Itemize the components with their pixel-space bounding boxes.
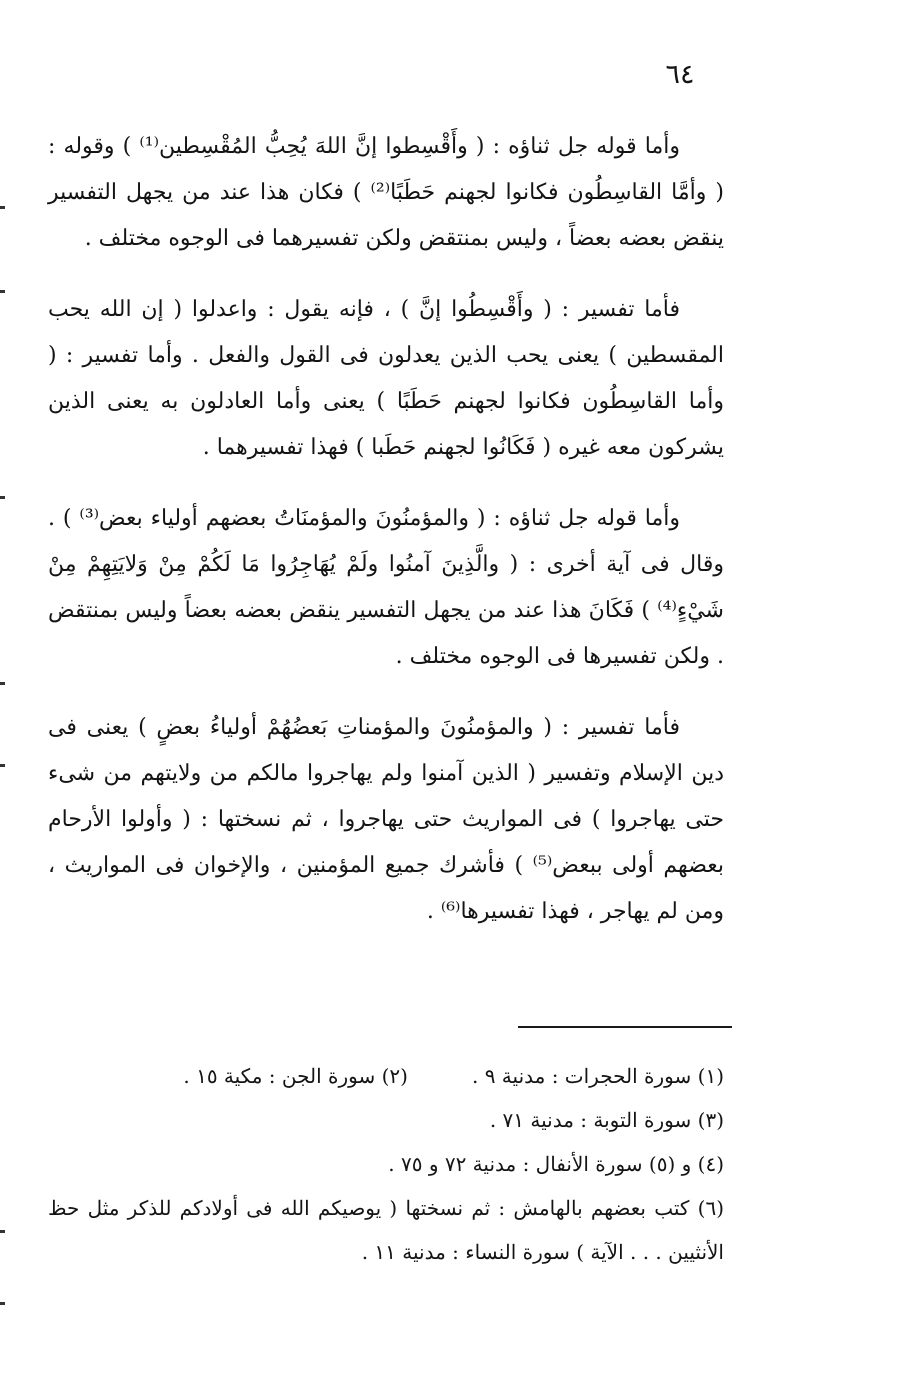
footnote-3: (٣) سورة التوبة : مدنية ٧١ .	[489, 1108, 724, 1132]
margin-mark	[0, 206, 5, 209]
margin-mark	[0, 290, 5, 293]
paragraph-2: فأما تفسير : ( وأَقْسِطُوا إنَّ ) ، فإنه يقول : واعدلوا ( إن الله يحب المقسطين ) يعنى يحب الذين يعدلون فى القول والفعل . وأما تفسير : ( وأما القاسِطُون فكانوا لجهنم حَطَبًا ) يعنى وأما العادلون به يعنى الذين يشركون معه غيره ( فَكَانُوا لجهنم حَطَبا ) فهذا تفسيرهما .	[48, 297, 724, 460]
margin-mark	[0, 682, 5, 685]
footnotes	[48, 1054, 724, 1274]
margin-mark	[0, 764, 5, 767]
margin-mark	[0, 1302, 5, 1305]
page-number: ٦٤	[665, 59, 695, 90]
footnote-separator	[518, 1026, 732, 1028]
footnote-4-5: (٤) و (٥) سورة الأنفال : مدنية ٧٢ و ٧٥ .	[388, 1152, 724, 1176]
footnote-2: (٢) سورة الجن : مكية ١٥ .	[183, 1064, 408, 1088]
main-text	[48, 124, 724, 960]
footnote-line-1	[48, 1054, 724, 1098]
margin-mark	[0, 1230, 5, 1233]
margin-mark	[0, 496, 5, 499]
footnote-1: (١) سورة الحجرات : مدنية ٩ .	[471, 1064, 724, 1088]
footnote-6: (٦) كتب بعضهم بالهامش : ثم نسختها ( يوصيكم الله فى أولادكم للذكر مثل حظ الأنثيين . . . الآية ) سورة النساء : مدنية ١١ .	[48, 1196, 724, 1264]
paragraph-3: وأما قوله جل ثناؤه : ( والمؤمنُونَ والمؤمنَاتُ بعضهم أولياء بعض⁽³⁾ ) . وقال فى آية أخرى : ( والَّذِينَ آمنُوا ولَمْ يُهَاجِرُوا مَا لَكُمْ مِنْ وَلايَتِهِمْ مِنْ شَيْءٍ⁽⁴⁾ ) فَكَانَ هذا عند من يجهل التفسير ينقض بعضه بعضاً وليس بمنتقض . ولكن تفسيرها فى الوجوه مختلف .	[48, 506, 724, 669]
paragraph-1: وأما قوله جل ثناؤه : ( وأَقْسِطوا إنَّ اللهَ يُحِبُّ المُقْسِطين⁽¹⁾ ) وقوله : ( وأمَّا القاسِطُون فكانوا لجهنم حَطَبًا⁽²⁾ ) فكان هذا عند من يجهل التفسير ينقض بعضه بعضاً ، وليس بمنتقض ولكن تفسيرهما فى الوجوه مختلف .	[48, 134, 724, 251]
paragraph-4: فأما تفسير : ( والمؤمنُونَ والمؤمناتِ بَعضُهُمْ أولياءُ بعضٍ ) يعنى فى دين الإسلام وتفسير ( الذين آمنوا ولم يهاجروا مالكم من ولايتهم من شىء حتى يهاجروا ) فى المواريث حتى يهاجروا ، ثم نسختها : ( وأولوا الأرحام بعضهم أولى ببعض⁽⁵⁾ ) فأشرك جميع المؤمنين ، والإخوان فى المواريث ، ومن لم يهاجر ، فهذا تفسيرها⁽⁶⁾ .	[48, 715, 725, 924]
